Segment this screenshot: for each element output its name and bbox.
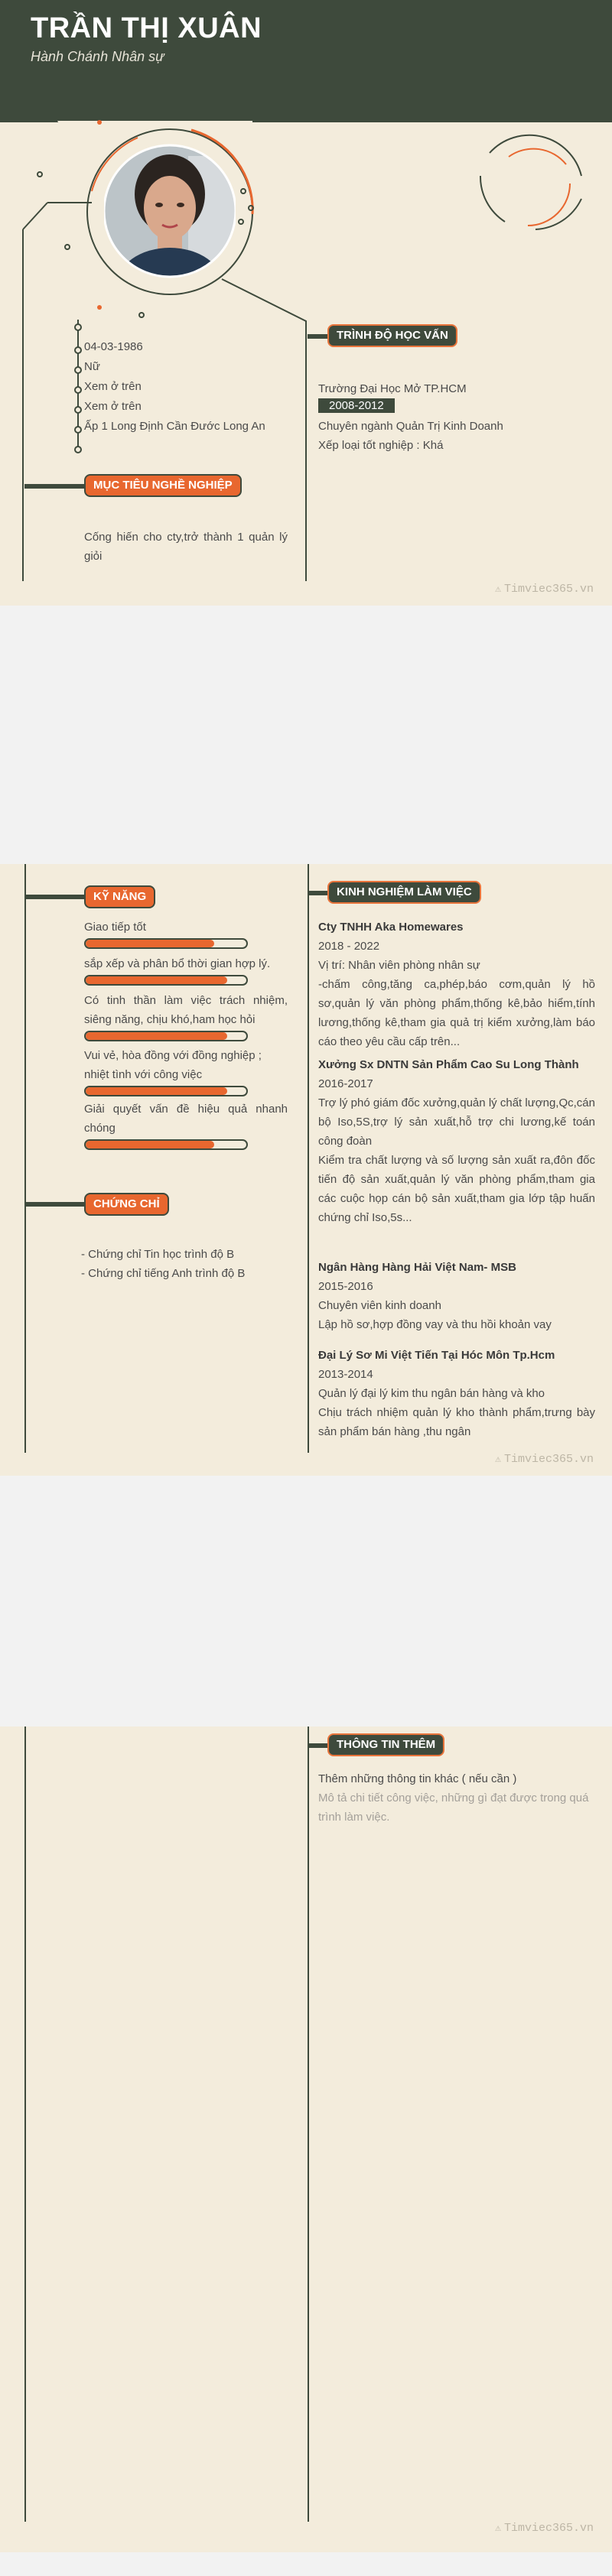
job-2-period: 2016-2017 <box>318 1077 373 1090</box>
job-4-company: Đại Lý Sơ Mi Việt Tiến Tại Hóc Môn Tp.Hcm <box>318 1349 555 1362</box>
watermark: ⚠ Timviec365.vn <box>495 1453 594 1466</box>
right-timeline <box>308 1727 309 2522</box>
job-1-line-2: -chấm công,tăng ca,phép,báo cơm,quản lý hồ sơ,quản lý văn phòng phẩm,thống kê,bảo hiểm,tính lương,thống kê,tham gia quả trị kiểm xưởng,làm báo cáo theo yêu cầu cấp trên... <box>318 978 595 1048</box>
certificates-heading-bar <box>24 1202 86 1207</box>
right-timeline <box>308 864 309 1453</box>
education-heading-bar <box>308 334 329 339</box>
left-timeline <box>24 864 26 1453</box>
extra-placeholder: Mô tả chi tiết công việc, những gì đạt được trong quá trình làm việc. <box>318 1792 589 1824</box>
skill-bar-5 <box>84 1139 248 1150</box>
left-timeline <box>24 1727 26 2522</box>
education-school: Trường Đại Học Mở TP.HCM <box>318 382 467 395</box>
job-1-period: 2018 - 2022 <box>318 940 380 953</box>
skill-fill-2 <box>86 976 227 984</box>
skill-fill-4 <box>86 1087 227 1095</box>
job-1-line-1: Vị trí: Nhân viên phòng nhân sự <box>318 959 480 972</box>
extra-title: Thêm những thông tin khác ( nếu cần ) <box>318 1772 517 1785</box>
watermark: ⚠ Timviec365.vn <box>495 2522 594 2535</box>
skill-fill-3 <box>86 1032 227 1040</box>
skill-label-2: sắp xếp và phân bổ thời gian hợp lý. <box>84 957 271 970</box>
job-3-line-1: Chuyên viên kinh doanh <box>318 1299 441 1312</box>
contact-phone: Xem ở trên <box>84 380 142 393</box>
education-heading: TRÌNH ĐỘ HỌC VẤN <box>327 324 457 347</box>
contact-dob: 04-03-1986 <box>84 340 143 353</box>
watermark: ⚠ Timviec365.vn <box>495 583 594 596</box>
experience-heading-bar <box>308 891 329 895</box>
skills-heading: KỸ NĂNG <box>84 885 155 908</box>
cv-page-1 <box>0 0 612 606</box>
certificate-1: - Chứng chỉ Tin học trình độ B <box>81 1248 235 1261</box>
skill-label-1: Giao tiếp tốt <box>84 921 146 934</box>
skill-label-3: Có tinh thần làm việc trách nhiệm, siêng năng, chịu khó,ham học hỏi <box>84 994 288 1026</box>
skill-bar-1 <box>84 938 248 949</box>
education-years: 2008-2012 <box>318 398 395 413</box>
skill-bar-4 <box>84 1086 248 1096</box>
job-4-period: 2013-2014 <box>318 1368 373 1381</box>
extra-heading-bar <box>308 1743 329 1748</box>
job-3-company: Ngân Hàng Hàng Hải Việt Nam- MSB <box>318 1261 516 1274</box>
objective-heading-bar <box>24 484 86 489</box>
skill-label-4: Vui vẻ, hòa đồng với đồng nghiệp ; nhiệt tình với công việc <box>84 1049 262 1081</box>
warning-icon: ⚠ <box>495 583 501 595</box>
cv-page-3 <box>0 1727 612 2552</box>
job-4-line-2: Chịu trách nhiệm quản lý kho thành phẩm,trưng bày sản phẩm bán hàng ,thu ngân <box>318 1406 595 1438</box>
job-4-line-1: Quản lý đại lý kim thu ngân bán hàng và kho <box>318 1387 545 1400</box>
education-major: Chuyên ngành Quản Trị Kinh Doanh <box>318 420 503 433</box>
cv-page-2 <box>0 864 612 1476</box>
objective-heading: MỤC TIÊU NGHỀ NGHIỆP <box>84 474 242 497</box>
job-2-line-1: Trợ lý phó giám đốc xưởng,quản lý chất lượng,Qc,cán bộ Iso,5S,trợ lý sản xuất,hỗ trợ chi lương,kế toán công đoàn <box>318 1096 595 1148</box>
certificate-2: - Chứng chỉ tiếng Anh trình độ B <box>81 1267 246 1280</box>
job-1-company: Cty TNHH Aka Homewares <box>318 921 464 934</box>
job-2-company: Xưởng Sx DNTN Sản Phẩm Cao Su Long Thành <box>318 1058 579 1071</box>
warning-icon: ⚠ <box>495 1454 501 1465</box>
skill-fill-5 <box>86 1141 214 1148</box>
experience-heading: KINH NGHIỆM LÀM VIỆC <box>327 881 481 904</box>
objective-text: Cống hiến cho cty,trở thành 1 quản lý giỏi <box>84 531 288 563</box>
skill-fill-1 <box>86 940 214 947</box>
candidate-title: Hành Chánh Nhân sự <box>31 49 164 64</box>
certificates-heading: CHỨNG CHỈ <box>84 1193 169 1216</box>
decorative-lines <box>0 0 612 606</box>
skill-bar-2 <box>84 975 248 986</box>
education-grade: Xếp loại tốt nghiệp : Khá <box>318 439 444 452</box>
warning-icon: ⚠ <box>495 2522 501 2534</box>
skills-heading-bar <box>24 895 86 899</box>
job-3-period: 2015-2016 <box>318 1280 373 1293</box>
job-3-line-2: Lập hồ sơ,hợp đồng vay và thu hồi khoản vay <box>318 1318 552 1331</box>
job-2-line-2: Kiểm tra chất lượng và số lượng sản xuất ra,đôn đốc tiến độ sản xuất,quản lý văn phòng phẩm,tham gia các cuộc họp cán bộ sản xuất,tham gia lớp tập huấn chứng chỉ Iso,5s... <box>318 1154 595 1224</box>
contact-email: Xem ở trên <box>84 400 142 413</box>
contact-address: Ấp 1 Long Định Cần Đước Long An <box>84 420 265 433</box>
avatar <box>104 125 236 297</box>
skill-label-5: Giải quyết vấn đề hiệu quả nhanh chóng <box>84 1103 288 1135</box>
candidate-name: TRẦN THỊ XUÂN <box>31 12 262 44</box>
skill-bar-3 <box>84 1031 248 1041</box>
extra-heading: THÔNG TIN THÊM <box>327 1733 444 1756</box>
contact-gender: Nữ <box>84 360 100 373</box>
